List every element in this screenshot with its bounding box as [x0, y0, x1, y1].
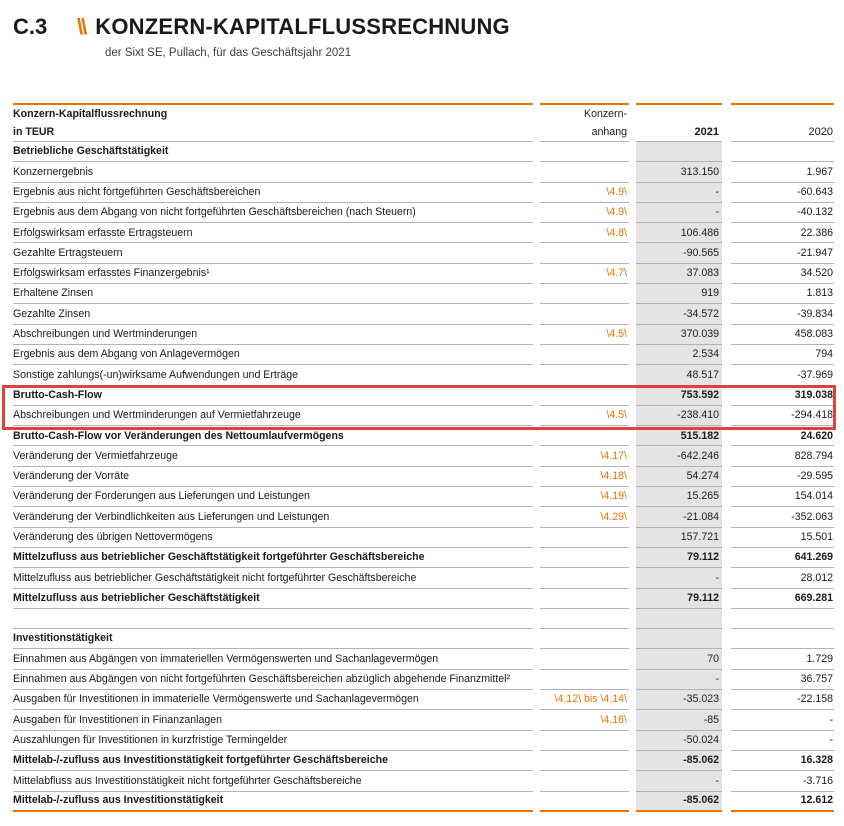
value-2020: 12.612: [731, 792, 834, 812]
value-2021: -: [636, 670, 722, 690]
row-label: Veränderung der Forderungen aus Lieferungen und Leistungen: [13, 487, 533, 507]
table-row: [13, 325, 835, 345]
value-2021: -642.246: [636, 446, 722, 466]
value-2020: 794: [731, 345, 834, 365]
note-reference: [540, 345, 629, 365]
row-label: Veränderung der Vermietfahrzeuge: [13, 446, 533, 466]
value-2021: -21.084: [636, 507, 722, 527]
note-reference: [540, 386, 629, 406]
table-row: [13, 142, 835, 162]
value-2020: 458.083: [731, 325, 834, 345]
row-label: Veränderung der Verbindlichkeiten aus Lieferungen und Leistungen: [13, 507, 533, 527]
value-2020: -: [731, 710, 834, 730]
page-title: KONZERN-KAPITALFLUSSRECHNUNG: [95, 14, 510, 39]
value-2021: 515.182: [636, 426, 722, 446]
row-label: Erfolgswirksam erfasste Ertragsteuern: [13, 223, 533, 243]
note-reference: [540, 548, 629, 568]
header-table-title: Konzern-Kapitalflussrechnung: [13, 103, 533, 123]
table-row: [13, 690, 835, 710]
header-year-2020: 2020: [731, 123, 834, 142]
note-reference: [540, 528, 629, 548]
double-backslash-icon: \\: [77, 14, 86, 39]
note-reference: [540, 162, 629, 182]
table-header-row-2: [13, 123, 835, 142]
value-2021: -35.023: [636, 690, 722, 710]
table-row: [13, 183, 835, 203]
note-reference: \4.8\: [540, 223, 629, 243]
table-body: [13, 142, 835, 812]
row-label: Betriebliche Geschäftstätigkeit: [13, 142, 533, 162]
row-label: Veränderung des übrigen Nettovermögens: [13, 528, 533, 548]
note-reference: [540, 731, 629, 751]
note-reference: [540, 426, 629, 446]
header-unit-label: in TEUR: [13, 123, 533, 142]
title-line: [13, 14, 833, 40]
note-reference: [540, 649, 629, 669]
table-row: [13, 649, 835, 669]
row-label: Abschreibungen und Wertminderungen auf Vermietfahrzeuge: [13, 406, 533, 426]
table-row: [13, 223, 835, 243]
value-2021: 753.592: [636, 386, 722, 406]
row-label: Mittelabfluss aus Investitionstätigkeit nicht fortgeführter Geschäftsbereiche: [13, 771, 533, 791]
value-2021: -50.024: [636, 731, 722, 751]
row-label: [13, 609, 533, 629]
value-2020: 669.281: [731, 589, 834, 609]
table-row: [13, 751, 835, 771]
value-2020: -37.969: [731, 365, 834, 385]
value-2020: -39.834: [731, 304, 834, 324]
table-row: [13, 629, 835, 649]
row-label: Erfolgswirksam erfasstes Finanzergebnis¹: [13, 264, 533, 284]
table-row: [13, 710, 835, 730]
table-header-row-1: [13, 103, 835, 123]
table-row: [13, 203, 835, 223]
note-reference: \4.17\: [540, 446, 629, 466]
table-row: [13, 731, 835, 751]
value-2020: 154.014: [731, 487, 834, 507]
value-2020: -29.595: [731, 467, 834, 487]
row-label: Mittelzufluss aus betrieblicher Geschäftstätigkeit fortgeführter Geschäftsbereiche: [13, 548, 533, 568]
value-2021: 370.039: [636, 325, 722, 345]
value-2021: 2.534: [636, 345, 722, 365]
row-label: Auszahlungen für Investitionen in kurzfristige Termingelder: [13, 731, 533, 751]
value-2020: 1.813: [731, 284, 834, 304]
note-reference: [540, 568, 629, 588]
value-2020: -3.716: [731, 771, 834, 791]
value-2021: -85.062: [636, 792, 722, 812]
note-reference: [540, 771, 629, 791]
row-label: Ausgaben für Investitionen in Finanzanlagen: [13, 710, 533, 730]
value-2021: -34.572: [636, 304, 722, 324]
table-row: [13, 487, 835, 507]
row-label: Sonstige zahlungs(-un)wirksame Aufwendungen und Erträge: [13, 365, 533, 385]
note-reference: \4.5\: [540, 406, 629, 426]
value-2021: [636, 142, 722, 162]
row-label: Brutto-Cash-Flow: [13, 386, 533, 406]
table-row: [13, 771, 835, 791]
row-label: Abschreibungen und Wertminderungen: [13, 325, 533, 345]
table-row: [13, 528, 835, 548]
note-reference: [540, 792, 629, 812]
value-2021: 15.265: [636, 487, 722, 507]
value-2020: 34.520: [731, 264, 834, 284]
value-2020: 36.757: [731, 670, 834, 690]
value-2021: -85.062: [636, 751, 722, 771]
page-subtitle: der Sixt SE, Pullach, für das Geschäftsjahr 2021: [105, 47, 352, 59]
note-reference: [540, 243, 629, 263]
note-reference: \4.7\: [540, 264, 629, 284]
value-2021: [636, 609, 722, 629]
value-2020: -21.947: [731, 243, 834, 263]
note-reference: \4.18\: [540, 467, 629, 487]
value-2021: -: [636, 183, 722, 203]
row-label: Ausgaben für Investitionen in immaterielle Vermögenswerte und Sachanlagevermögen: [13, 690, 533, 710]
value-2021: 106.486: [636, 223, 722, 243]
section-number: C.3: [13, 14, 48, 39]
value-2021: 79.112: [636, 548, 722, 568]
table-row: [13, 345, 835, 365]
header-note-col-line1: Konzern-: [540, 103, 629, 123]
value-2021: 157.721: [636, 528, 722, 548]
note-reference: [540, 365, 629, 385]
value-2020: 28.012: [731, 568, 834, 588]
table-row: [13, 162, 835, 182]
table-row: [13, 446, 835, 466]
value-2020: 15.501: [731, 528, 834, 548]
table-row: [13, 426, 835, 446]
table-row: [13, 304, 835, 324]
note-reference: [540, 751, 629, 771]
value-2020: 1.967: [731, 162, 834, 182]
row-label: Mittelzufluss aus betrieblicher Geschäftstätigkeit: [13, 589, 533, 609]
row-label: Gezahlte Zinsen: [13, 304, 533, 324]
row-label: Mittelab-/-zufluss aus Investitionstätigkeit: [13, 792, 533, 812]
table-row: [13, 548, 835, 568]
title-block: [13, 14, 833, 59]
value-2021: 37.083: [636, 264, 722, 284]
value-2021: 54.274: [636, 467, 722, 487]
note-reference: \4.9\: [540, 183, 629, 203]
note-reference: \4.5\: [540, 325, 629, 345]
value-2020: -60.643: [731, 183, 834, 203]
value-2020: -294.418: [731, 406, 834, 426]
table-row: [13, 264, 835, 284]
row-label: Konzernergebnis: [13, 162, 533, 182]
row-label: Ergebnis aus dem Abgang von nicht fortgeführten Geschäftsbereichen (nach Steuern): [13, 203, 533, 223]
value-2020: -40.132: [731, 203, 834, 223]
table-row: [13, 284, 835, 304]
note-reference: [540, 284, 629, 304]
note-reference: [540, 609, 629, 629]
row-label: Brutto-Cash-Flow vor Veränderungen des Nettoumlaufvermögens: [13, 426, 533, 446]
table-row: [13, 467, 835, 487]
value-2020: 1.729: [731, 649, 834, 669]
note-reference: [540, 304, 629, 324]
row-label: Mittelzufluss aus betrieblicher Geschäftstätigkeit nicht fortgeführter Geschäftsbereiche: [13, 568, 533, 588]
spacer-row: [13, 609, 835, 629]
value-2021: [636, 629, 722, 649]
note-reference: \4.12\ bis \4.14\: [540, 690, 629, 710]
row-label: Ergebnis aus nicht fortgeführten Geschäftsbereichen: [13, 183, 533, 203]
value-2021: 919: [636, 284, 722, 304]
header-note-col-line2: anhang: [540, 123, 629, 142]
note-reference: [540, 670, 629, 690]
header-year-2021: 2021: [636, 123, 722, 142]
value-2021: -85: [636, 710, 722, 730]
value-2021: -: [636, 203, 722, 223]
note-reference: [540, 629, 629, 649]
value-2020: 319.038: [731, 386, 834, 406]
value-2021: -: [636, 568, 722, 588]
header-2021-spacer: [636, 103, 722, 123]
table-row: [13, 243, 835, 263]
row-label: Veränderung der Vorräte: [13, 467, 533, 487]
value-2020: [731, 142, 834, 162]
value-2020: -352.063: [731, 507, 834, 527]
value-2020: 641.269: [731, 548, 834, 568]
table-row: [13, 406, 835, 426]
value-2020: 24.620: [731, 426, 834, 446]
note-reference: \4.9\: [540, 203, 629, 223]
value-2020: 22.386: [731, 223, 834, 243]
table-row: [13, 792, 835, 812]
note-reference: \4.29\: [540, 507, 629, 527]
table-row: [13, 386, 835, 406]
row-label: Einnahmen aus Abgängen von nicht fortgeführten Geschäftsbereichen abzüglich abgehende Finanzmittel²: [13, 670, 533, 690]
row-label: Erhaltene Zinsen: [13, 284, 533, 304]
value-2021: 313.150: [636, 162, 722, 182]
value-2021: -: [636, 771, 722, 791]
note-reference: [540, 589, 629, 609]
table-row: [13, 568, 835, 588]
value-2020: -22.158: [731, 690, 834, 710]
row-label: Ergebnis aus dem Abgang von Anlagevermögen: [13, 345, 533, 365]
value-2021: 79.112: [636, 589, 722, 609]
value-2021: -90.565: [636, 243, 722, 263]
cashflow-table: [13, 103, 835, 812]
value-2020: 16.328: [731, 751, 834, 771]
value-2021: 48.517: [636, 365, 722, 385]
note-reference: \4.19\: [540, 487, 629, 507]
table-row: [13, 365, 835, 385]
value-2021: -238.410: [636, 406, 722, 426]
header-2020-spacer: [731, 103, 834, 123]
value-2020: [731, 609, 834, 629]
value-2020: 828.794: [731, 446, 834, 466]
table-row: [13, 670, 835, 690]
row-label: Investitionstätigkeit: [13, 629, 533, 649]
note-reference: \4.16\: [540, 710, 629, 730]
row-label: Einnahmen aus Abgängen von immateriellen Vermögenswerten und Sachanlagevermögen: [13, 649, 533, 669]
table-row: [13, 507, 835, 527]
value-2021: 70: [636, 649, 722, 669]
row-label: Gezahlte Ertragsteuern: [13, 243, 533, 263]
row-label: Mittelab-/-zufluss aus Investitionstätigkeit fortgeführter Geschäftsbereiche: [13, 751, 533, 771]
value-2020: -: [731, 731, 834, 751]
value-2020: [731, 629, 834, 649]
table-row: [13, 589, 835, 609]
note-reference: [540, 142, 629, 162]
